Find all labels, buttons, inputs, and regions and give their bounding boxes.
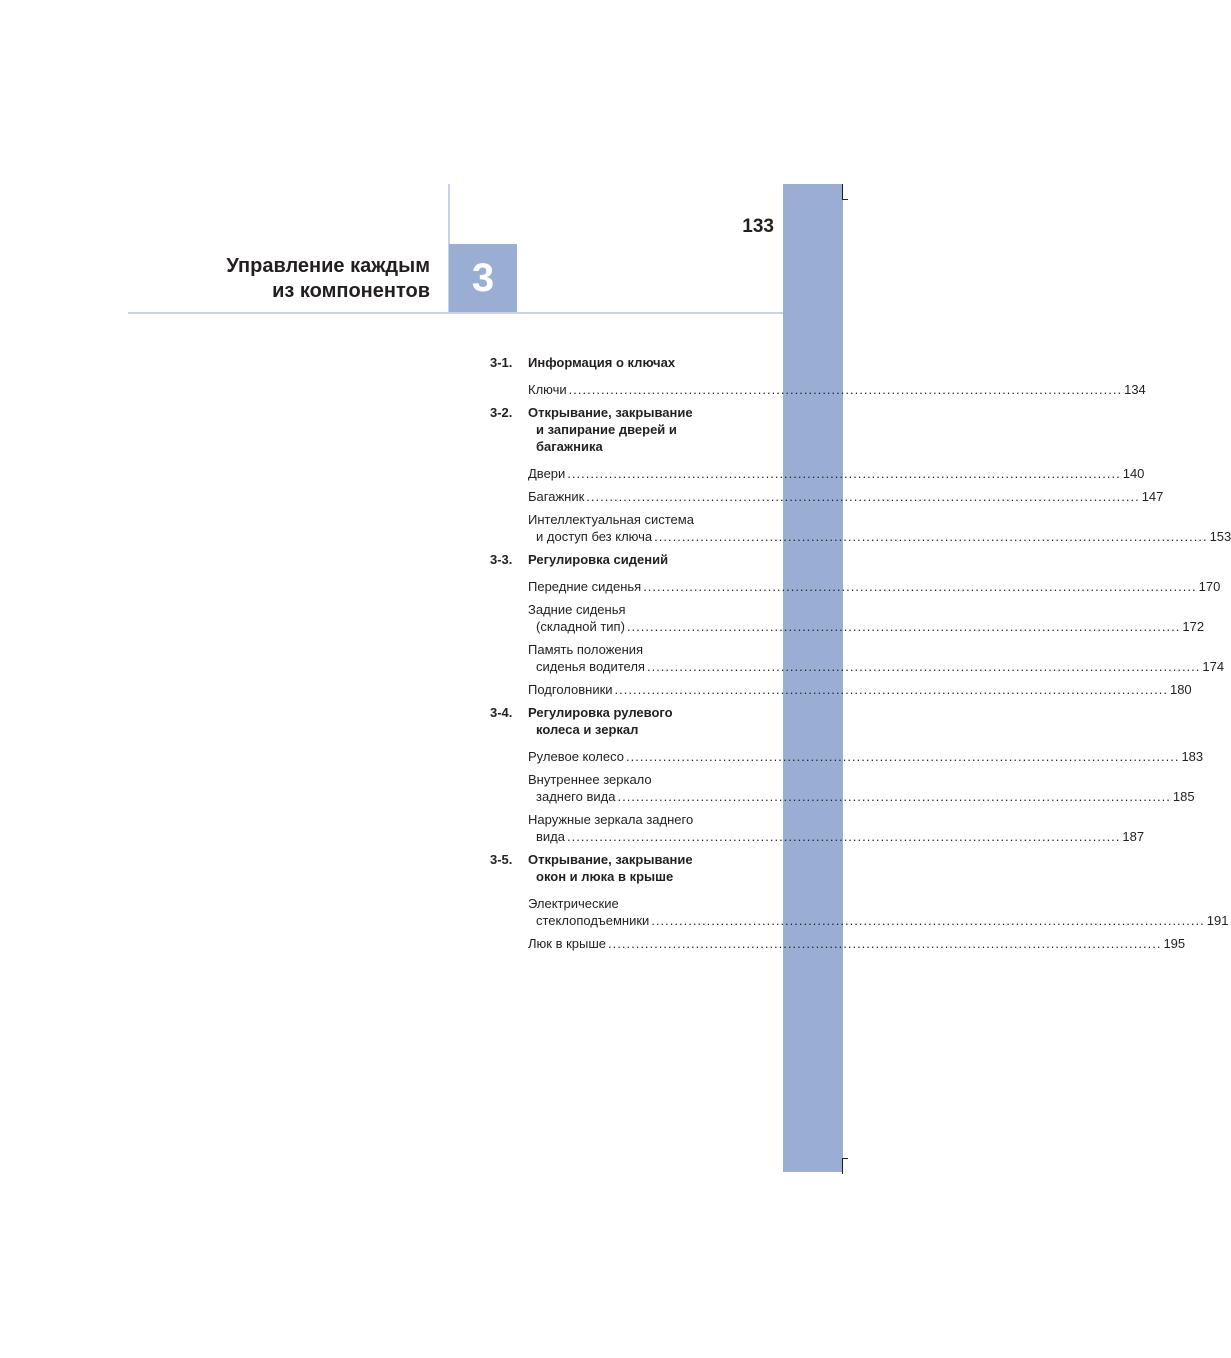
toc-entry-title: Ключи: [528, 382, 567, 397]
toc-page-number: 187: [1122, 829, 1145, 844]
toc-section-number: 3-4.: [490, 705, 513, 720]
toc-entry-row: [528, 528, 1231, 545]
toc-leader-dots: ........................................................................................................................: [654, 529, 1208, 544]
crop-mark-bottom-tick: [842, 1158, 848, 1159]
toc-page-number: 170: [1198, 579, 1221, 594]
toc-entry: [490, 895, 1229, 929]
toc-entry: [490, 381, 1146, 398]
toc-leader-dots: ........................................................................................................................: [567, 466, 1121, 481]
toc-leader-dots: ........................................................................................................................: [626, 619, 1181, 634]
crop-mark-top: [842, 184, 843, 200]
toc-entry-row: [528, 618, 1205, 635]
chapter-side-tab: [783, 184, 843, 1172]
toc-entry: [490, 771, 1195, 805]
toc-entry-line: Интеллектуальная система: [528, 512, 694, 527]
toc-entry-title: (складной тип): [536, 619, 625, 634]
toc-entry-title: Двери: [528, 466, 566, 481]
toc-entry-line: Память положения: [528, 642, 644, 657]
toc-entry-row: [528, 828, 1145, 845]
header-divider-horizontal: [128, 312, 783, 314]
crop-mark-top-tick: [842, 199, 848, 200]
toc-entry: [490, 488, 1164, 505]
toc-entry-title: и доступ без ключа: [536, 529, 653, 544]
toc-entry: [490, 748, 1204, 765]
toc-section-number: 3-3.: [490, 552, 513, 567]
page-number: 133: [742, 216, 774, 237]
toc-section-title-line: окон и люка в крыше: [536, 869, 674, 884]
toc-entry-row: [528, 748, 1204, 765]
toc-page-number: 172: [1182, 619, 1205, 634]
toc-page-number: 185: [1172, 789, 1195, 804]
toc-entry-title: вида: [536, 829, 565, 844]
toc-entry: [490, 811, 1145, 845]
toc-section-title-line: колеса и зеркал: [536, 722, 639, 737]
toc-entry-title: стеклоподъемники: [536, 913, 650, 928]
toc-section-title-line: Регулировка сидений: [528, 552, 669, 567]
toc-page-number: 191: [1206, 913, 1229, 928]
toc-leader-dots: ........................................................................................................................: [617, 789, 1171, 804]
toc-entry: [490, 511, 1231, 545]
toc-section-number: 3-5.: [490, 852, 513, 867]
toc-section-title-line: Открывание, закрывание: [528, 852, 693, 867]
toc-page-number: 183: [1181, 749, 1204, 764]
toc-entry-row: [528, 788, 1195, 805]
toc-section-heading: [490, 354, 750, 371]
toc-entry-line: Наружные зеркала заднего: [528, 812, 694, 827]
toc-page-number: 134: [1124, 382, 1146, 397]
toc-section-heading: [490, 704, 750, 738]
table-of-contents: [490, 354, 1231, 958]
toc-entry-title: Передние сиденья: [528, 579, 642, 594]
toc-entry: [490, 578, 1221, 595]
toc-entry-row: [528, 935, 1186, 952]
toc-page-number: 195: [1163, 936, 1186, 951]
chapter-title-line: из компонентов: [272, 280, 430, 302]
toc-entry: [490, 601, 1205, 635]
toc-leader-dots: ........................................................................................................................: [651, 913, 1205, 928]
toc-section-title-line: багажника: [536, 439, 603, 454]
toc-section-heading: [490, 851, 750, 885]
toc-entry: [490, 641, 1225, 675]
toc-entry-line: Электрические: [528, 896, 619, 911]
toc-section-number: 3-2.: [490, 405, 513, 420]
toc-entry-row: [528, 658, 1225, 675]
toc-leader-dots: ........................................................................................................................: [566, 829, 1121, 844]
toc-entry-title: заднего вида: [536, 789, 616, 804]
toc-entry-title: Рулевое колесо: [528, 749, 625, 764]
toc-entry-title: сиденья водителя: [536, 659, 645, 674]
toc-entry-row: [528, 381, 1146, 398]
toc-page-number: 174: [1202, 659, 1225, 674]
toc-section-number: 3-1.: [490, 355, 513, 370]
chapter-number-badge: 3: [449, 244, 517, 312]
toc-entry-title: Подголовники: [528, 682, 613, 697]
toc-section-title-line: Открывание, закрывание: [528, 405, 693, 420]
toc-leader-dots: ........................................................................................................................: [643, 579, 1197, 594]
toc-section-title-line: Регулировка рулевого: [528, 705, 673, 720]
toc-section-title-line: и запирание дверей и: [536, 422, 677, 437]
toc-section-title-line: Информация о ключах: [528, 355, 676, 370]
toc-entry-line: Внутреннее зеркало: [528, 772, 652, 787]
toc-leader-dots: ........................................................................................................................: [568, 382, 1123, 397]
toc-entry-title: Багажник: [528, 489, 585, 504]
chapter-title: [226, 254, 430, 304]
toc-leader-dots: ........................................................................................................................: [608, 936, 1162, 951]
toc-entry-row: [528, 912, 1229, 929]
toc-page-number: 140: [1122, 466, 1145, 481]
toc-leader-dots: ........................................................................................................................: [626, 749, 1180, 764]
toc-section-heading: [490, 551, 750, 568]
toc-section-heading: [490, 404, 750, 455]
toc-leader-dots: ........................................................................................................................: [614, 682, 1168, 697]
toc-entry-line: Задние сиденья: [528, 602, 626, 617]
crop-mark-bottom: [842, 1158, 843, 1174]
toc-entry-row: [528, 488, 1164, 505]
toc-entry: [490, 681, 1192, 698]
toc-entry-title: Люк в крыше: [528, 936, 607, 951]
chapter-title-line: Управление каждым: [226, 255, 430, 277]
toc-page-number: 147: [1141, 489, 1164, 504]
toc-leader-dots: ........................................................................................................................: [586, 489, 1140, 504]
toc-entry: [490, 935, 1186, 952]
toc-page-number: 153: [1209, 529, 1231, 544]
toc-leader-dots: ........................................................................................................................: [646, 659, 1201, 674]
toc-page-number: 180: [1169, 682, 1192, 697]
toc-entry-row: [528, 681, 1192, 698]
toc-entry: [490, 465, 1145, 482]
toc-entry-row: [528, 465, 1145, 482]
toc-entry-row: [528, 578, 1221, 595]
